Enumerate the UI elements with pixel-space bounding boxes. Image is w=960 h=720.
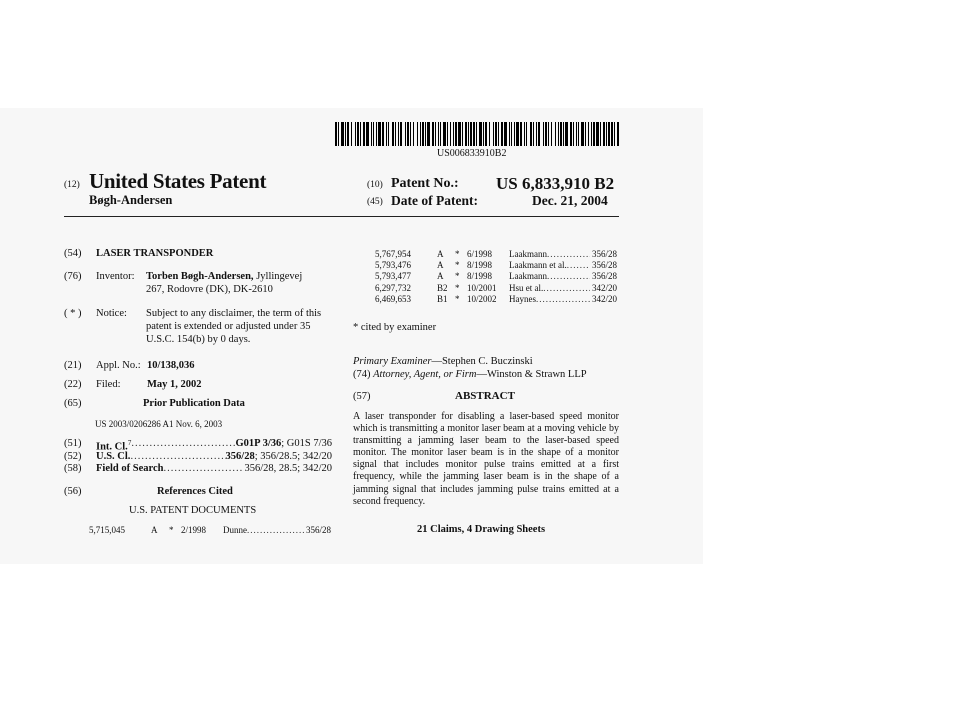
ref-number: 5,767,954	[375, 249, 411, 259]
appl-code: (21)	[64, 360, 82, 371]
filed-code: (22)	[64, 379, 82, 390]
ref-number: 5,793,476	[375, 260, 411, 270]
ref-class: 356/28	[305, 525, 331, 535]
notice-label: Notice:	[96, 308, 127, 319]
search-code: (58)	[64, 463, 82, 474]
ref-star: *	[455, 249, 460, 259]
ref-date: 6/1998	[467, 249, 493, 259]
prior-publication-entry: US 2003/0206286 A1 Nov. 6, 2003	[95, 419, 223, 429]
primary-examiner-line	[353, 356, 533, 367]
abstract-text: A laser transponder for disabling a laser-based speed monitor which is transmitting a monitor laser beam at a moving vehicle by transmitting a jamming laser beam to the laser-based speed monitor. The monitor laser beam is in the shape of a monitor signal that includes monitor pulse trains emitted at a first frequency, while the jamming laser beam is in the shape of a jamming signal that includes jamming pulse trains emitted at a second frequency.	[353, 411, 619, 507]
reference-row	[375, 271, 617, 282]
attorney-label: Attorney, Agent, or Firm	[373, 369, 477, 380]
ref-kind: B1	[437, 294, 448, 304]
search-leader	[163, 462, 244, 475]
references-heading: References Cited	[157, 486, 233, 497]
ref-star: *	[455, 260, 460, 270]
int-cl-label: Int. Cl.$^7$	[96, 439, 132, 453]
examiner-label: Primary Examiner	[353, 356, 432, 367]
attorney-code: (74)	[353, 369, 371, 380]
ref-name: Dunne	[223, 525, 247, 535]
ref-leader	[547, 249, 590, 260]
ref-class: 356/28	[591, 260, 617, 270]
patent-date: Dec. 21, 2004	[532, 193, 608, 208]
ref-leader	[547, 271, 590, 282]
ref-name: Laakmann et al.	[509, 260, 567, 270]
prior-code: (65)	[64, 398, 82, 409]
patent-no-code: (10)	[367, 180, 383, 190]
cited-by-examiner-note: * cited by examiner	[353, 322, 437, 333]
filed-field	[64, 378, 334, 391]
attorney-name: —Winston & Strawn LLP	[476, 369, 587, 380]
appl-label: Appl. No.:	[96, 360, 141, 371]
int-cl-code: (51)	[64, 438, 82, 449]
ref-number: 5,793,477	[375, 271, 411, 281]
ref-date: 8/1998	[467, 260, 493, 270]
references-code: (56)	[64, 486, 82, 497]
search-label: Field of Search	[96, 463, 164, 474]
title-code: (54)	[64, 248, 82, 259]
us-cl-rest: ; 356/28.5; 342/20	[254, 451, 332, 462]
barcode-bar	[617, 122, 619, 146]
reference-row	[375, 283, 617, 294]
filed-label: Filed:	[96, 379, 121, 390]
ref-star: *	[455, 271, 460, 281]
ref-leader	[543, 283, 590, 294]
notice-field	[64, 307, 334, 346]
reference-row	[375, 294, 617, 305]
us-cl-label: U.S. Cl.	[96, 451, 131, 462]
int-cl-main: G01P 3/36	[235, 438, 282, 449]
inventor-field	[64, 270, 334, 296]
us-cl-main: 356/28	[225, 451, 255, 462]
date-label: Date of Patent:	[391, 193, 478, 208]
ref-star: *	[455, 294, 460, 304]
ref-name: Laakmann	[509, 249, 547, 259]
prior-publication-heading: Prior Publication Data	[143, 398, 245, 409]
int-cl-rest: ; G01S 7/36	[281, 438, 332, 449]
ref-number: 6,297,732	[375, 283, 411, 293]
date-code: (45)	[367, 197, 383, 207]
ref-kind: B2	[437, 283, 448, 293]
ref-kind: A	[437, 260, 444, 270]
ref-star: *	[169, 525, 174, 535]
field-of-search-row	[64, 462, 332, 475]
ref-leader	[567, 260, 590, 271]
ref-class: 342/20	[591, 283, 617, 293]
ref-kind: A	[437, 249, 444, 259]
ref-class: 356/28	[591, 249, 617, 259]
appl-number: 10/138,036	[147, 360, 195, 371]
notice-code: ( * )	[64, 308, 82, 319]
ref-leader	[536, 294, 590, 305]
inventor-address-line1: Jyllingevej	[253, 271, 303, 282]
us-patent-documents-heading: U.S. PATENT DOCUMENTS	[129, 505, 257, 516]
appl-field	[64, 359, 334, 372]
patent-number: US 6,833,910 B2	[496, 174, 615, 193]
inventor-address-line2: 267, Rodovre (DK), DK-2610	[146, 284, 273, 295]
notice-text: Subject to any disclaimer, the term of this patent is extended or adjusted under 35 U.S.C. 154(b) by 0 days.	[146, 308, 322, 345]
ref-star: *	[455, 283, 460, 293]
ref-date: 2/1998	[181, 525, 207, 535]
ref-kind: A	[437, 271, 444, 281]
reference-row	[375, 260, 617, 271]
barcode	[335, 122, 619, 146]
ref-class: 342/20	[591, 294, 617, 304]
ref-number: 5,715,045	[89, 525, 125, 535]
ref-date: 10/2001	[467, 283, 497, 293]
ref-leader	[247, 525, 304, 536]
inventor-code: (76)	[64, 271, 82, 282]
reference-row	[375, 249, 617, 260]
inventor-details	[146, 270, 302, 296]
ref-name: Haynes	[509, 294, 536, 304]
us-cl-code: (52)	[64, 451, 82, 462]
search-value: 356/28, 28.5; 342/20	[244, 463, 332, 474]
barcode-label: US006833910B2	[437, 148, 507, 159]
title-field	[64, 247, 334, 260]
filed-date: May 1, 2002	[147, 379, 202, 390]
abstract-heading: ABSTRACT	[455, 390, 515, 402]
header-divider	[64, 216, 619, 217]
inventor-surname-header: Bøgh-Andersen	[89, 193, 173, 207]
ref-name: Hsu et al.	[509, 283, 544, 293]
ref-kind: A	[151, 525, 158, 535]
ref-number: 6,469,653	[375, 294, 411, 304]
ref-class: 356/28	[591, 271, 617, 281]
doc-type-title: United States Patent	[89, 169, 267, 193]
ref-name: Laakmann	[509, 271, 547, 281]
doc-type-code: (12)	[64, 180, 80, 190]
attorney-line	[353, 369, 587, 380]
patent-no-label: Patent No.:	[391, 176, 459, 191]
inventor-label: Inventor:	[96, 271, 135, 282]
patent-title: LASER TRANSPONDER	[96, 248, 214, 259]
claims-drawing-sheets: 21 Claims, 4 Drawing Sheets	[417, 524, 546, 535]
inventor-name: Torben Bøgh-Andersen,	[146, 271, 254, 282]
reference-row-dunne	[89, 525, 331, 536]
abstract-code: (57)	[353, 391, 371, 402]
ref-date: 10/2002	[467, 294, 497, 304]
examiner-name: —Stephen C. Buczinski	[431, 356, 533, 367]
ref-date: 8/1998	[467, 271, 493, 281]
